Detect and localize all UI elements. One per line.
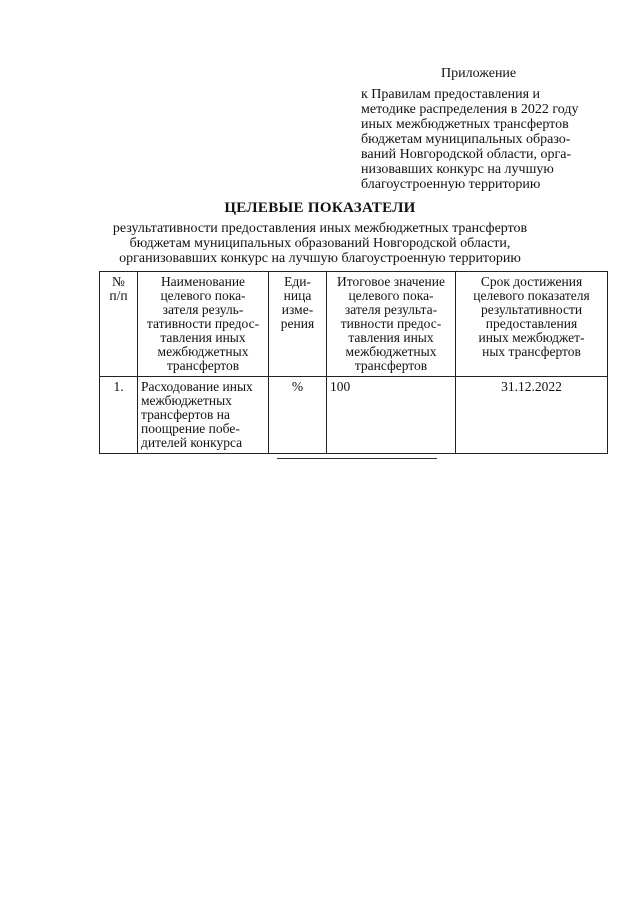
appendix-line: благоустроенную территорию [361,177,541,192]
header-text: тивности предос- [340,316,442,331]
appendix-line: низовавших конкурс на лучшую [361,162,554,177]
header-indicator-name [138,272,269,377]
header-text: зателя резуль- [162,302,244,317]
cell-unit: % [269,377,327,454]
appendix-line: бюджетам муниципальных образо- [361,132,571,147]
header-number [100,272,138,377]
appendix-line: ваний Новгородской области, орга- [361,147,572,162]
header-text: Итоговое значение [337,274,445,289]
header-text: Срок достижения [480,274,583,289]
header-text: трансфертов [166,358,240,373]
cell-text: трансфертов на [141,407,230,422]
header-text: п/п [109,288,128,303]
cell-indicator-name [138,377,269,454]
appendix-line: методике распределения в 2022 году [361,102,579,117]
header-text: целевого пока- [160,288,246,303]
cell-final-value: 100 [327,377,456,454]
header-text: трансфертов [354,358,428,373]
header-text: тавления иных [348,330,434,345]
appendix-heading: Приложение [441,66,517,81]
header-text: № [112,274,125,289]
indicators-table [99,271,608,454]
header-text: зателя результа- [344,302,438,317]
header-text: изме- [281,302,314,317]
cell-text: межбюджетных [141,393,232,408]
header-text: рения [280,316,315,331]
header-text: результативности [480,302,583,317]
header-deadline [456,272,608,377]
cell-text: дителей конкурса [141,435,243,450]
appendix-line: к Правилам предоставления и [361,87,541,102]
header-text: тативности предос- [146,316,260,331]
cell-deadline: 31.12.2022 [456,377,608,454]
cell-text: поощрение побе- [141,421,240,436]
header-text: Еди- [284,274,311,289]
subtitle-line: бюджетам муниципальных образований Новгородской области, [129,236,511,251]
table-row [100,377,608,454]
subtitle-line: организовавших конкурс на лучшую благоустроенную территорию [119,251,521,266]
table-header-row [100,272,608,377]
header-text: целевого показателя [473,288,590,303]
appendix-line: иных межбюджетных трансфертов [361,117,569,132]
header-unit [269,272,327,377]
header-text: Наименование [160,274,246,289]
header-text: тавления иных [160,330,246,345]
document-title: ЦЕЛЕВЫЕ ПОКАЗАТЕЛИ [224,200,416,216]
header-final-value [327,272,456,377]
separator-line [277,458,437,459]
cell-text: Расходование иных [141,379,253,394]
header-text: межбюджетных [157,344,249,359]
header-text: ница [283,288,312,303]
header-text: предоставления [485,316,578,331]
header-text: целевого пока- [348,288,434,303]
subtitle-line: результативности предоставления иных межбюджетных трансфертов [112,221,528,236]
cell-number: 1. [100,377,138,454]
header-text: иных межбюджет- [478,330,585,345]
header-text: межбюджетных [345,344,437,359]
header-text: ных трансфертов [482,344,581,359]
